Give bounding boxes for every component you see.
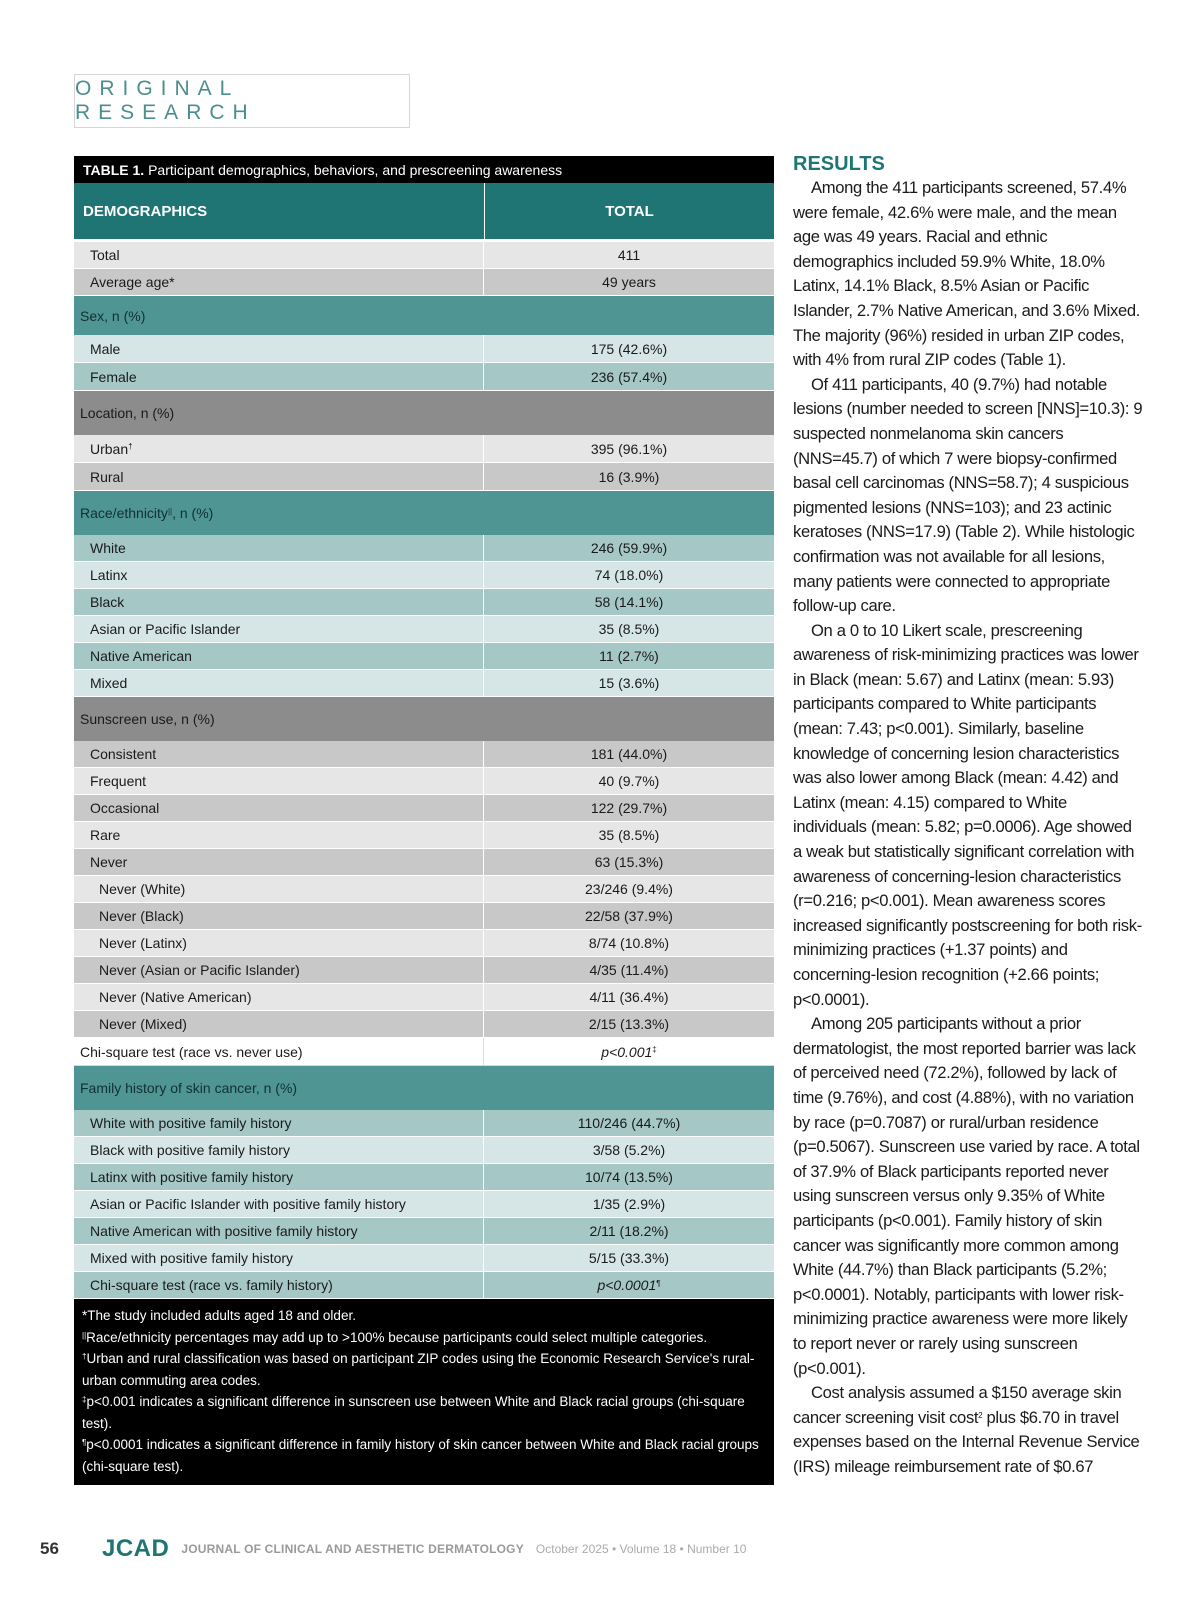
issue-info: October 2025 • Volume 18 • Number 10: [535, 1542, 747, 1556]
table-row: Male 175 (42.6%): [74, 335, 774, 363]
footnote: ¶p<0.0001 indicates a significant difference in family history of skin cancer between White and Black racial groups (chi-square test).: [82, 1437, 759, 1474]
table-footnotes: [74, 1299, 774, 1485]
footnote: ||Race/ethnicity percentages may add up to >100% because participants could select multiple categories.: [82, 1329, 708, 1345]
table-row: Consistent 181 (44.0%): [74, 741, 774, 768]
table-1: [74, 156, 774, 1485]
table-row: Never (Latinx) 8/74 (10.8%): [74, 930, 774, 957]
page-number: 56: [40, 1539, 59, 1558]
table-row: Never (Mixed) 2/15 (13.3%): [74, 1011, 774, 1038]
table-row: Black 58 (14.1%): [74, 589, 774, 616]
table-row: Average age* 49 years: [74, 269, 774, 296]
section-row-location: Location, n (%): [74, 391, 774, 435]
table-row-chi-square-never: Chi-square test (race vs. never use) p<0.001 ‡: [74, 1038, 774, 1066]
table-row: Native American with positive family history 2/11 (18.2%): [74, 1218, 774, 1245]
table-row: Mixed 15 (3.6%): [74, 670, 774, 697]
table-row: Never (Native American) 4/11 (36.4%): [74, 984, 774, 1011]
table-row-chi-square-family: Chi-square test (race vs. family history) p<0.0001 ¶: [74, 1272, 774, 1299]
paragraph: On a 0 to 10 Likert scale, prescreening awareness of risk-minimizing practices was lower in Black (mean: 5.67) and Latinx (mean: 5.93) participants compared to White participants (mean: 7.43; p<0.001). Similarly, baseline knowledge of concerning lesion characteristics was also lower among Black (mean: 4.42) and Latinx (mean: 4.15) compared to White individuals (mean: 5.82; p=0.0006). Age showed a weak but statistically significant correlation with awareness of concerning-lesion characteristics (r=0.216; p<0.001). Mean awareness scores increased significantly postscreening for both risk-minimizing practices (+1.37 points) and concerning-lesion recognition (+2.66 points; p<0.0001).: [793, 620, 1142, 1009]
table-row: Asian or Pacific Islander with positive family history 1/35 (2.9%): [74, 1191, 774, 1218]
table-row: Rural 16 (3.9%): [74, 463, 774, 491]
section-row-sunscreen: Sunscreen use, n (%): [74, 697, 774, 741]
page-footer: [40, 1536, 746, 1562]
journal-name: JOURNAL OF CLINICAL AND AESTHETIC DERMATOLOGY: [181, 1542, 524, 1556]
footnote: *The study included adults aged 18 and older.: [82, 1308, 356, 1323]
paragraph: Cost analysis assumed a $150 average skin cancer screening visit cost$^2$ plus $6.70 in travel expenses based on the Internal Revenue Service (IRS) mileage reimbursement rate of $0.67: [793, 1383, 1140, 1476]
table-row: White with positive family history 110/246 (44.7%): [74, 1110, 774, 1137]
table-row: Latinx 74 (18.0%): [74, 562, 774, 589]
table-row: Latinx with positive family history 10/74 (13.5%): [74, 1164, 774, 1191]
table-row: White 246 (59.9%): [74, 535, 774, 562]
table-row: Never (Asian or Pacific Islander) 4/35 (11.4%): [74, 957, 774, 984]
column-header-demographics: DEMOGRAPHICS: [75, 183, 485, 239]
paragraph: Among 205 participants without a prior dermatologist, the most reported barrier was lack of perceived need (72.2%), followed by lack of time (9.76%), and cost (4.88%), with no variation by race (p=0.7087) or rural/urban residence (p=0.5067). Sunscreen use varied by race. A total of 37.9% of Black participants reported never using sunscreen versus only 9.35% of White participants (p<0.001). Family history of skin cancer was significantly more common among White (44.7%) than Black participants (5.2%; p<0.0001). Notably, participants with lower risk-minimizing practice awareness were more likely to report never or rarely using sunscreen (p<0.001).: [793, 1014, 1140, 1378]
table-row: Female 236 (57.4%): [74, 363, 774, 391]
footnote: ‡p<0.001 indicates a significant difference in sunscreen use between White and Black racial groups (chi-square test).: [82, 1394, 745, 1431]
section-row-sex: Sex, n (%): [74, 296, 774, 335]
table-row: Never 63 (15.3%): [74, 849, 774, 876]
table-row: Total 411: [74, 242, 774, 269]
table-row: Frequent 40 (9.7%): [74, 768, 774, 795]
section-row-race: Race/ethnicity || , n (%): [74, 491, 774, 535]
table-row: Occasional 122 (29.7%): [74, 795, 774, 822]
section-row-family-history: Family history of skin cancer, n (%): [74, 1066, 774, 1110]
results-section: [793, 152, 1143, 1479]
table-header-row: [74, 183, 774, 239]
table-row: Rare 35 (8.5%): [74, 822, 774, 849]
table-row: Asian or Pacific Islander 35 (8.5%): [74, 616, 774, 643]
table-row: Native American 11 (2.7%): [74, 643, 774, 670]
table-row: Urban † 395 (96.1%): [74, 435, 774, 463]
paragraph: Of 411 participants, 40 (9.7%) had notable lesions (number needed to screen [NNS]=10.3): 9 suspected nonmelanoma skin cancers (NNS=45.7) of which 7 were biopsy-confirmed basal cell carcinomas (NNS=58.7); 4 suspicious pigmented lesions (NNS=103); and 23 actinic keratoses (NNS=17.9) (Table 2). While histologic confirmation was not available for all lesions, many patients were connected to appropriate follow-up care.: [793, 374, 1143, 616]
table-row: Never (White) 23/246 (9.4%): [74, 876, 774, 903]
table-title: TABLE 1. Participant demographics, behaviors, and prescreening awareness: [74, 156, 774, 183]
table-row: Black with positive family history 3/58 (5.2%): [74, 1137, 774, 1164]
results-heading: RESULTS: [793, 153, 885, 175]
column-header-total: TOTAL: [605, 202, 654, 220]
table-row: Mixed with positive family history 5/15 (33.3%): [74, 1245, 774, 1272]
footnote: †Urban and rural classification was based on participant ZIP codes using the Economic Research Service's rural-urban commuting area codes.: [82, 1351, 755, 1388]
journal-logo: JCAD: [102, 1535, 170, 1562]
paragraph: Among the 411 participants screened, 57.4% were female, 42.6% were male, and the mean age was 49 years. Racial and ethnic demographics included 59.9% White, 18.0% Latinx, 14.1% Black, 8.5% Asian or Pacific Islander, 2.7% Native American, and 3.6% Mixed. The majority (96%) resided in urban ZIP codes, with 4% from rural ZIP codes (Table 1).: [793, 178, 1140, 370]
section-label: ORIGINAL RESEARCH: [74, 74, 410, 128]
table-row: Never (Black) 22/58 (37.9%): [74, 903, 774, 930]
